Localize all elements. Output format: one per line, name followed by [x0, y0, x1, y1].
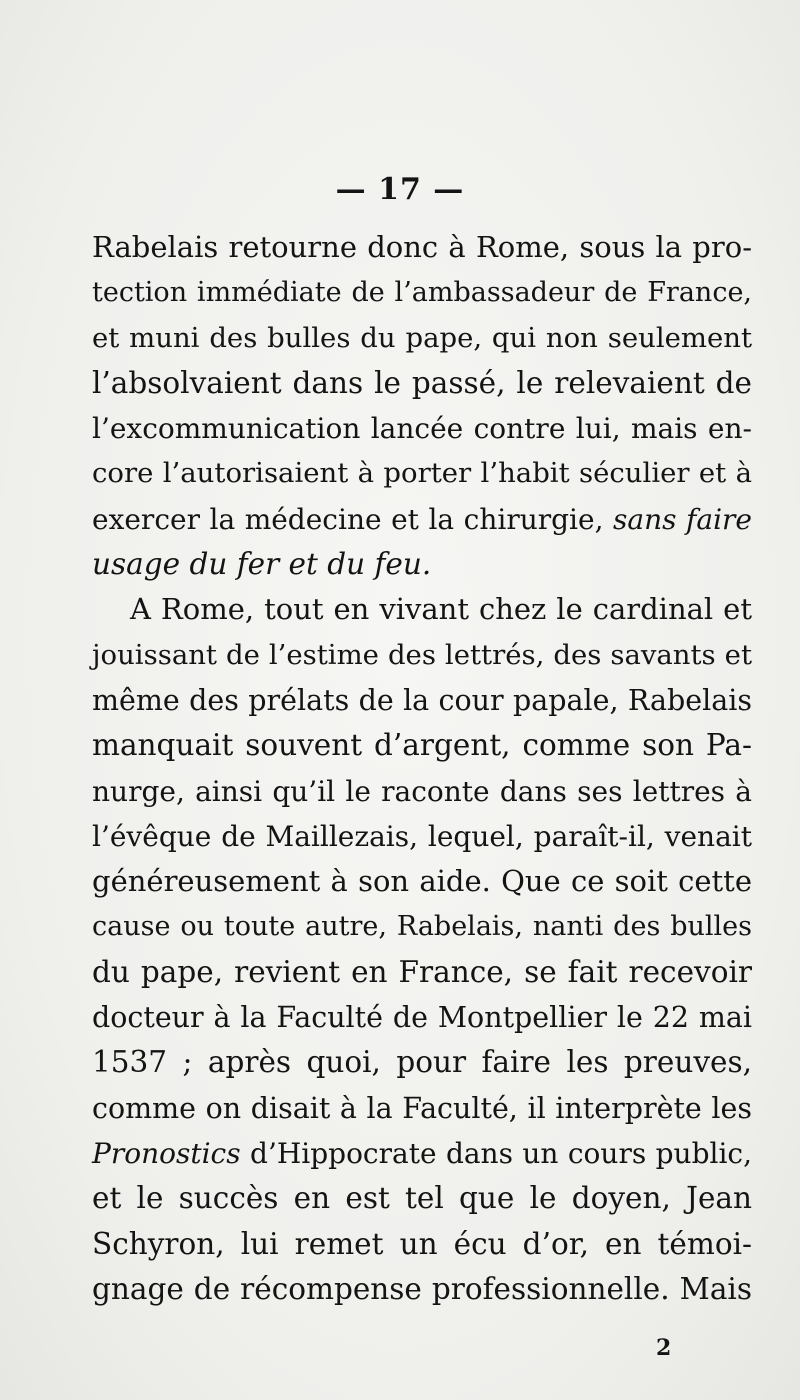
line-text: cause ou toute autre, Rabelais, nanti des bulles	[92, 911, 752, 943]
text-line	[92, 361, 752, 406]
line-text: Rabelais retourne donc à Rome, sous la pro-	[92, 230, 752, 264]
signature-mark: 2	[656, 1335, 672, 1361]
text-line	[92, 814, 752, 859]
body-text	[92, 225, 752, 1312]
line-text: nurge, ainsi qu’il le raconte dans ses lettres à	[92, 774, 752, 808]
text-line	[92, 950, 752, 995]
line-italic-text: usage du fer et du feu.	[92, 547, 432, 582]
line-text: jouissant de l’estime des lettrés, des savants et	[92, 638, 752, 671]
text-line	[92, 406, 752, 451]
line-text: généreusement à son aide. Que ce soit cette	[92, 864, 752, 899]
text-line	[92, 678, 752, 723]
text-line	[92, 859, 752, 904]
text-line	[92, 497, 752, 542]
text-line	[92, 1086, 752, 1131]
line-text: et le succès en est tel que le doyen, Jean	[92, 1181, 752, 1216]
line-text: et muni des bulles du pape, qui non seulement	[92, 321, 752, 354]
line-italic-text: Pronostics	[92, 1136, 241, 1170]
text-line	[92, 316, 752, 361]
line-italic-text: sans faire	[613, 502, 752, 536]
text-line	[92, 1176, 752, 1221]
text-line	[92, 769, 752, 814]
text-line	[92, 1131, 752, 1176]
line-text: comme on disait à la Faculté, il interprète les	[92, 1091, 752, 1125]
line-text: gnage de récompense professionnelle. Mais	[92, 1271, 752, 1306]
page-number: — 17 —	[335, 172, 465, 207]
text-line	[92, 270, 752, 315]
text-line	[92, 1222, 752, 1267]
line-text: l’excommunication lancée contre lui, mais en-	[92, 412, 752, 446]
text-line	[92, 723, 752, 768]
line-text: manquait souvent d’argent, comme son Pa-	[92, 728, 752, 763]
line-text: l’absolvaient dans le passé, le relevaient de	[92, 365, 752, 400]
line-text: l’évêque de Maillezais, lequel, paraît-il, venait	[92, 819, 752, 853]
text-line	[92, 587, 752, 632]
line-text: du pape, revient en France, se fait recevoir	[92, 954, 752, 989]
line-text: d’Hippocrate dans un cours public,	[240, 1136, 752, 1170]
line-text: core l’autorisaient à porter l’habit séculier et à	[92, 457, 752, 490]
text-line	[92, 225, 752, 270]
text-line	[92, 542, 752, 587]
text-line	[92, 1267, 752, 1312]
line-text: 1537 ; après quoi, pour faire les preuves,	[92, 1045, 752, 1080]
text-line	[92, 995, 752, 1040]
text-line	[92, 904, 752, 949]
line-text: exercer la médecine et la chirurgie,	[92, 502, 614, 536]
line-text: même des prélats de la cour papale, Rabelais	[92, 683, 752, 717]
text-line	[92, 633, 752, 678]
line-text: A Rome, tout en vivant chez le cardinal et	[130, 592, 752, 627]
text-line	[92, 1040, 752, 1085]
line-text: docteur à la Faculté de Montpellier le 22 mai	[92, 1001, 752, 1035]
line-text: tection immédiate de l’ambassadeur de France,	[92, 277, 752, 309]
text-line	[92, 451, 752, 496]
line-text: Schyron, lui remet un écu d’or, en témoi-	[92, 1226, 752, 1261]
